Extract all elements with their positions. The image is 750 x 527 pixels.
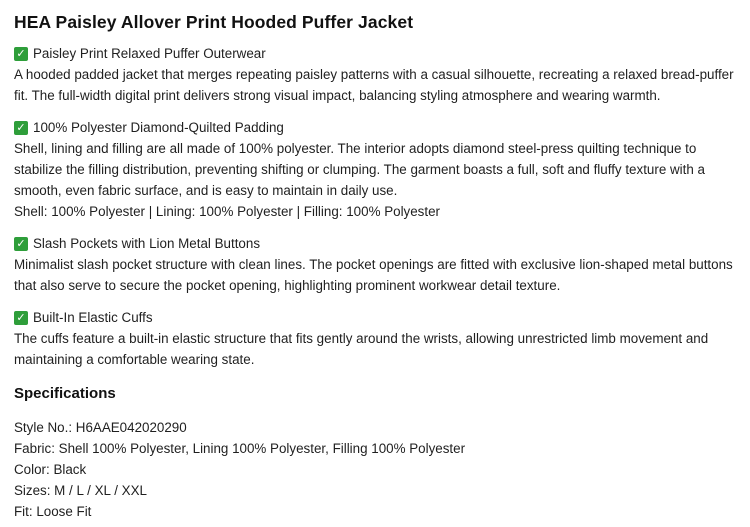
check-icon: ✓: [14, 237, 28, 251]
feature-heading: Built-In Elastic Cuffs: [33, 310, 153, 325]
spec-style-no: Style No.: H6AAE042020290: [14, 420, 187, 435]
spec-fabric: Fabric: Shell 100% Polyester, Lining 100% Polyester, Filling 100% Polyester: [14, 441, 466, 456]
feature-heading: Paisley Print Relaxed Puffer Outerwear: [33, 46, 266, 61]
feature-heading: 100% Polyester Diamond-Quilted Padding: [33, 120, 284, 135]
feature-paragraph: The cuffs feature a built-in elastic structure that fits gently around the wrists, allowing unrestricted limb movement and maintaining a comfortable wearing state.: [14, 331, 709, 367]
feature-section: [14, 233, 738, 296]
check-icon: ✓: [14, 311, 28, 325]
feature-paragraph: A hooded padded jacket that merges repeating paisley patterns with a casual silhouette, recreating a relaxed bread-puffer fit. The full-width digital print delivers strong visual impact, balancing styling atmosphere and wearing warmth.: [14, 67, 734, 103]
specifications-list: [14, 417, 738, 522]
check-icon: ✓: [14, 47, 28, 61]
feature-section: [14, 43, 738, 106]
feature-paragraph: Shell, lining and filling are all made of 100% polyester. The interior adopts diamond steel-press quilting technique to stabilize the filling distribution, preventing shifting or clumping. The garment boasts a full, soft and fluffy texture with a smooth, even fabric surface, and is easy to maintain in daily use.: [14, 141, 705, 198]
feature-section: [14, 117, 738, 222]
product-title: HEA Paisley Allover Print Hooded Puffer Jacket: [14, 12, 414, 32]
feature-heading: Slash Pockets with Lion Metal Buttons: [33, 236, 261, 251]
spec-color: Color: Black: [14, 462, 87, 477]
feature-paragraph: Shell: 100% Polyester | Lining: 100% Polyester | Filling: 100% Polyester: [14, 204, 441, 219]
spec-fit: Fit: Loose Fit: [14, 504, 92, 519]
feature-paragraph: Minimalist slash pocket structure with clean lines. The pocket openings are fitted with exclusive lion-shaped metal buttons that also serve to secure the pocket opening, highlighting prominent workwear detail texture.: [14, 257, 733, 293]
specifications-heading: Specifications: [14, 385, 116, 402]
spec-sizes: Sizes: M / L / XL / XXL: [14, 483, 147, 498]
check-icon: ✓: [14, 121, 28, 135]
feature-section: [14, 307, 738, 370]
